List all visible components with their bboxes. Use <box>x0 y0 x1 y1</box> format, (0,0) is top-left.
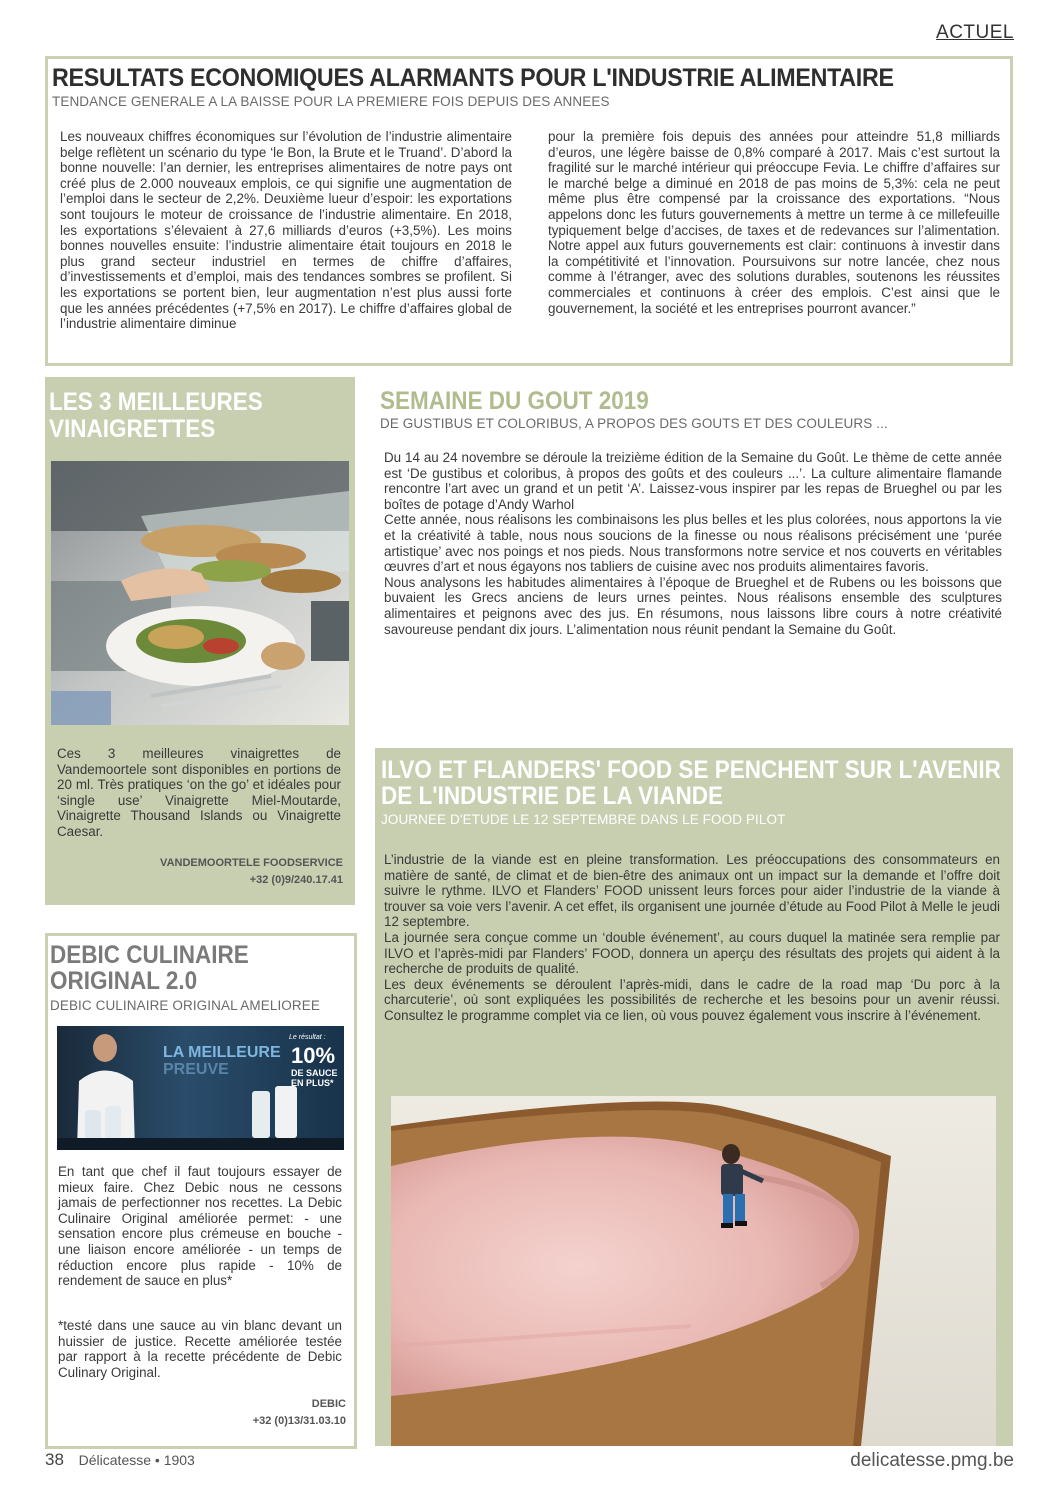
ilvo-title-line1: ILVO ET FLANDERS' FOOD SE PENCHENT SUR L'AVENIR <box>381 756 1001 784</box>
gout-body <box>384 450 1002 637</box>
vinaigrettes-contact-phone: +32 (0)9/240.17.41 <box>249 874 343 886</box>
debic-contact-name: DEBIC <box>311 1398 346 1410</box>
ilvo-paragraph-2: La journée sera conçue comme un ‘double événement’, au cours duquel la matinée sera remplie par ILVO et l’après-midi par Flanders’ FOOD, donnera un aperçu des résultats des projets qui aident à la recherche de produits de qualité. <box>384 929 1000 977</box>
footer-left <box>45 1450 195 1470</box>
vinaigrettes-title-line2: VINAIGRETTES <box>49 415 216 443</box>
debic-box <box>45 933 357 1449</box>
debic-ad-percent: 10% <box>291 1043 336 1068</box>
article-title: RESULTATS ECONOMIQUES ALARMANTS POUR L'INDUSTRIE ALIMENTAIRE <box>52 64 894 92</box>
gout-paragraph-3: Nous analysons les habitudes alimentaires à l’époque de Brueghel et de Rubens ou les boissons que buvaient les Grecs anciens de leurs urnes peintes. Nous réalisons ensemble des sculptures alimentaires et peignons avec des jus. En résumons, nous laissons libre cours à notre créativité savoureuse pendant dix jours. L’alimentation nous réunit pendant la Semaine du Goût. <box>384 574 1002 637</box>
ilvo-title-line2: DE L'INDUSTRIE DE LA VIANDE <box>381 782 724 810</box>
ilvo-body <box>384 852 1000 1024</box>
gout-paragraph-2: Cette année, nous réalisons les combinaisons les plus belles et les plus colorées, nous apportons la vie et la créativité à table, nous nous soucions de la finesse ou nous réalisons précisément une ‘purée artistique’ avec nos poings et nos pieds. Nous transformons notre service et nos couverts en véritables œuvres d’art et nous égayons nos tabliers de cuisine avec nos produits alimentaires favoris. <box>384 512 1002 575</box>
article-economic-results <box>45 56 1013 366</box>
vinaigrettes-body: Ces 3 meilleures vinaigrettes de Vandemoortele sont disponibles en portions de 20 ml. Très pratiques ‘on the go’ et idéales pour ‘single use’ Vinaigrette Miel-Moutarde, Vinaigrette Thousand Islands ou Vinaigrette Caesar. <box>57 746 341 839</box>
buffet-photo <box>51 461 349 725</box>
debic-ad-headline-line1: LA MEILLEURE <box>163 1044 281 1061</box>
vinaigrettes-title-line1: LES 3 MEILLEURES <box>49 388 263 416</box>
debic-ad-headline <box>163 1044 281 1078</box>
debic-ad-image <box>57 1026 344 1150</box>
ilvo-subtitle: JOURNEE D'ETUDE LE 12 SEPTEMBRE DANS LE FOOD PILOT <box>381 812 786 827</box>
article-semaine-du-gout <box>380 388 1010 688</box>
gout-subtitle: DE GUSTIBUS ET COLORIBUS, A PROPOS DES GOUTS ET DES COULEURS ... <box>380 416 888 431</box>
gout-paragraph-1: Du 14 au 24 novembre se déroule la treizième édition de la Semaine du Goût. Le thème de cette année est ‘De gustibus et coloribus, à propos des goûts et des couleurs ...’. La culture alimentaire flamande rencontre l’art avec un grand et un petit ‘A’. Laissez-vous inspirer par les repas de Brueghel ou par les boîtes de potage d’Andy Warhol <box>384 450 1002 512</box>
debic-body: En tant que chef il faut toujours essayer de mieux faire. Chez Debic nous ne cessons jamais de perfectionner nos recettes. La Debic Culinaire Original améliorée permet: - une sensation encore plus crémeuse en bouche - une liaison encore améliorée - un temps de réduction encore plus rapide - 10% de rendement de sauce en plus* <box>58 1164 342 1289</box>
debic-contact <box>66 1396 346 1430</box>
debic-contact-phone: +32 (0)13/31.03.10 <box>252 1415 346 1427</box>
article-column-1: Les nouveaux chiffres économiques sur l’évolution de l’industrie alimentaire belge reflètent un scénario du type ‘le Bon, la Brute et le Truand’. D’abord la bonne nouvelle: l’an dernier, les entreprises alimentaires de notre pays ont créé plus de 2.000 nouveaux emplois, ce qui signifie une augmentation de l’emploi dans le secteur de 2,2%. Deuxième lueur d’espoir: les exportations sont toujours le moteur de croissance de l’industrie alimentaire. En 2018, les exportations s’élevaient à 27,6 milliards d’euros (+3,5%). Les moins bonnes nouvelles ensuite: l’industrie alimentaire était toujours en 2018 le plus grand secteur industriel en termes de chiffre d’affaires, d’investissements et d’emploi, mais des tendances sombres se profilent. Si les exportations se portent bien, leur augmentation n’est plus aussi forte que les années précédentes (+7,5% en 2017). Le chiffre d’affaires global de l’industrie alimentaire diminue <box>60 129 512 332</box>
gout-title: SEMAINE DU GOUT 2019 <box>380 387 649 415</box>
vinaigrettes-contact <box>63 855 343 889</box>
debic-title-line1: DEBIC CULINAIRE <box>50 941 249 969</box>
ilvo-box <box>375 748 1013 1446</box>
debic-ad-headline-line2: PREUVE <box>163 1061 229 1078</box>
article-subtitle: TENDANCE GENERALE A LA BAISSE POUR LA PREMIERE FOIS DEPUIS DES ANNEES <box>52 94 610 109</box>
article-column-2: pour la première fois depuis des années pour atteindre 51,8 milliards d’euros, une légère baisse de 0,8% comparé à 2017. Mais c’est surtout la fragilité sur le marché intérieur qui préoccupe Fevia. Le chiffre d’affaires sur le marché belge a diminué en 2018 de pas moins de 5,3%: cela ne peut même plus être compensé par la croissance des exportations. “Nous appelons donc les futurs gouvernements à mettre un terme à ce millefeuille typiquement belge d’accises, de taxes et de redevances sur l’alimentation. Notre appel aux futurs gouvernements est clair: continuons à investir dans la compétitivité et l’innovation. Poursuivons sur notre lancée, chez nous comme à l’étranger, avec des solutions durables, soutenons les réussites commerciales et continuons à créer des emplois. C’est ainsi que le gouvernement, la société et les entreprises pourront avancer.” <box>548 129 1000 316</box>
debic-subtitle: DEBIC CULINAIRE ORIGINAL AMELIOREE <box>50 998 320 1013</box>
vinaigrettes-box <box>45 377 355 905</box>
vinaigrettes-contact-name: VANDEMOORTELE FOODSERVICE <box>160 857 343 869</box>
debic-note: *testé dans une sauce au vin blanc devant un huissier de justice. Recette améliorée testée par rapport à la recette précédente de Debic Culinary Original. <box>58 1318 342 1380</box>
magazine-issue: Délicatesse • 1903 <box>78 1452 195 1468</box>
debic-title <box>50 942 249 994</box>
debic-ad-percent-sub <box>291 1068 338 1088</box>
debic-ad-percent-sub1: DE SAUCE <box>291 1068 338 1078</box>
debic-ad-percent-sub2: EN PLUS* <box>291 1078 334 1088</box>
ham-photo <box>391 1096 996 1446</box>
website-link[interactable]: delicatesse.pmg.be <box>850 1450 1014 1471</box>
debic-title-line2: ORIGINAL 2.0 <box>50 967 198 995</box>
ilvo-paragraph-3: Les deux événements se déroulent l’après-midi, dans le cadre de la road map ‘Du porc à la charcuterie’, où sont expliquées les possibilités de recherche et les besoins pour un avenir réussi. Consultez le programme complet via ce lien, où vous pouvez également vous inscrire à l’événement. <box>384 976 1000 1023</box>
section-tag: ACTUEL <box>936 22 1014 43</box>
debic-ad-result-label: Le résultat : <box>289 1034 326 1041</box>
page-number: 38 <box>45 1450 64 1469</box>
ilvo-paragraph-1: L’industrie de la viande est en pleine transformation. Les préoccupations des consommateurs en matière de santé, de climat et de bien-être des animaux ont un impact sur la demande et l’offre doit suivre le rythme. ILVO et Flanders’ FOOD unissent leurs forces pour aider l’industrie de la viande à trouver sa voie vers l’avenir. A cet effet, ils organisent une journée d’étude au Food Pilot à Melle le jeudi 12 septembre. <box>384 852 1000 930</box>
